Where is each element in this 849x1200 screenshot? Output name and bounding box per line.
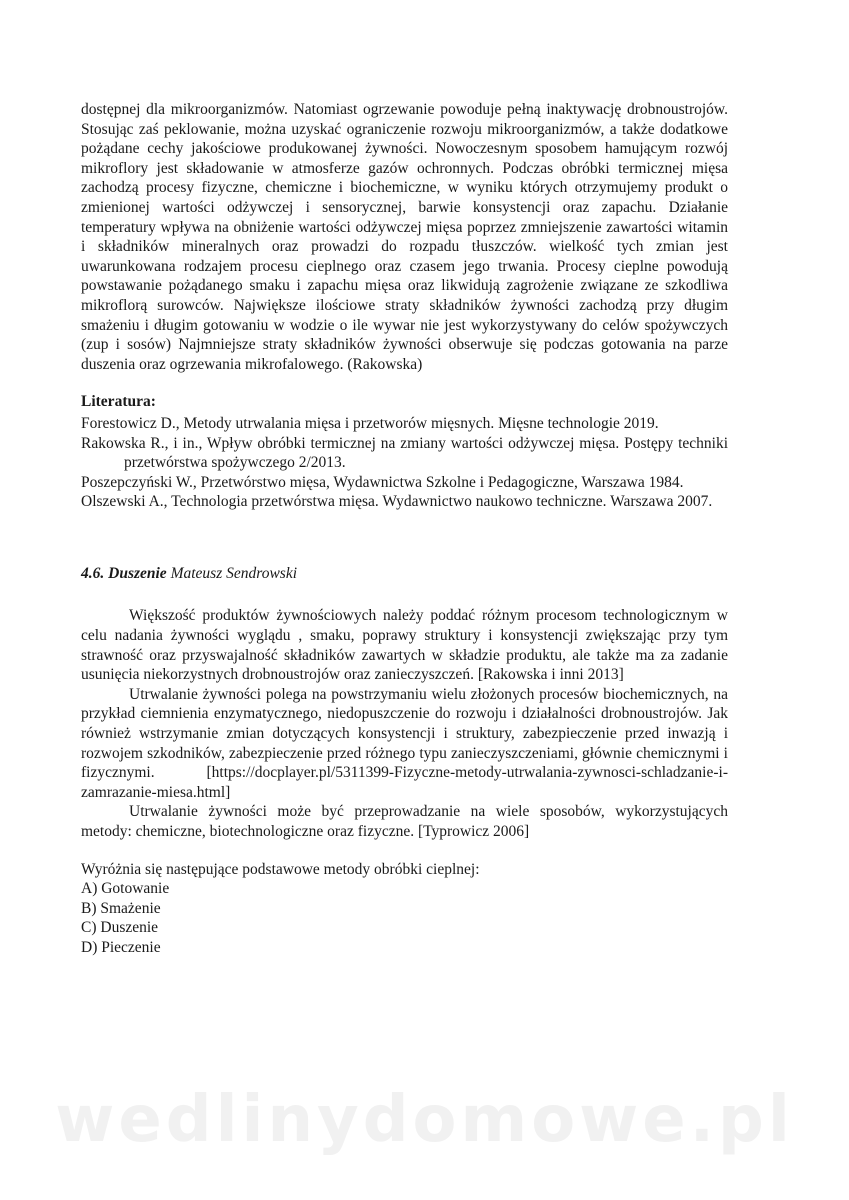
reference-list (81, 414, 728, 512)
section-paragraph: Utrwalanie żywności polega na powstrzymaniu wielu złożonych procesów biochemicznych, na przykład ciemnienia enzymatycznego, niedopuszczenie do rozwoju i działalności drobnoustrojów. Jak również wstrzymanie zmian dotyczących konsystencji i struktury, zabezpieczenie przed inwazją i rozwojem szkodników, zabezpieczenie przed różnego typu zanieczyszczeniami, głównie chemicznymi i fizycznymi. [https://docplayer.pl/5311399-Fizyczne-metody-utrwalania-zywnosci-schladzanie-i-zamrazanie-miesa.html] (81, 685, 728, 801)
section-paragraph: Utrwalanie żywności może być przeprowadzanie na wiele sposobów, wykorzystujących metody: chemiczne, biotechnologiczne oraz fizyczne. [Typrowicz 2006] (81, 803, 728, 840)
watermark: wedlinydomowe.pl (55, 1083, 794, 1157)
reference-item: Olszewski A., Technologia przetwórstwa mięsa. Wydawnictwo naukowo techniczne. Warszawa 2007. (81, 493, 713, 511)
reference-item: Rakowska R., i in., Wpływ obróbki termicznej na zmiany wartości odżywczej mięsa. Postępy techniki przetwórstwa spożywczego 2/2013. (81, 434, 728, 472)
literature-heading: Literatura: (81, 393, 156, 411)
method-item: C) Duszenie (81, 919, 159, 937)
methods-intro: Wyróżnia się następujące podstawowe metody obróbki cieplnej: (81, 860, 480, 878)
methods-list (81, 879, 728, 957)
section-author: Mateusz Sendrowski (170, 564, 298, 582)
reference-item: Poszepczyński W., Przetwórstwo mięsa, Wydawnictwa Szkolne i Pedagogiczne, Warszawa 1984. (81, 473, 684, 491)
body-paragraph: dostępnej dla mikroorganizmów. Natomiast ogrzewanie powoduje pełną inaktywację drobnoustrojów. Stosując zaś peklowanie, można uzyskać ograniczenie rozwoju mikroorganizmów, a także dodatkowe pożądane cechy jakościowe produkowanej żywności. Nowoczesnym sposobem hamującym rozwój mikroflory jest składowanie w atmosferze gazów ochronnych. Podczas obróbki termicznej mięsa zachodzą procesy fizyczne, chemiczne i biochemiczne, w wyniku których otrzymujemy produkt o zmienionej wartości odżywczej i sensorycznej, barwie konsystencji oraz zapachu. Działanie temperatury wpływa na obniżenie wartości odżywczej mięsa poprzez zmniejszenie zawartości witamin i składników mineralnych oraz prowadzi do rozpadu tłuszczów. wielkość tych zmian jest uwarunkowana rodzajem procesu cieplnego oraz czasem jego trwania. Procesy cieplne powodują powstawanie pożądanego smaku i zapachu mięsa oraz likwidują zagrożenie związane ze szkodliwa mikroflorą surowców. Największe ilościowe straty składników żywności zachodzą przy długim smażeniu i długim gotowaniu w wodzie o ile wywar nie jest wykorzystywany do celów spożywczych (zup i sosów) Najmniejsze straty składników żywności obserwuje się podczas gotowania na parze duszenia oraz ogrzewania mikrofalowego. (Rakowska) (81, 101, 728, 373)
method-item: A) Gotowanie (81, 880, 170, 898)
method-item: D) Pieczenie (81, 938, 161, 956)
reference-item: Forestowicz D., Metody utrwalania mięsa i przetworów mięsnych. Mięsne technologie 2019. (81, 414, 659, 432)
section-paragraph: Większość produktów żywnościowych należy poddać różnym procesom technologicznym w celu nadania żywności wyglądu , smaku, poprawy struktury i konsystencji zwiększając przy tym strawność oraz przyswajalność składników zawartych w składzie produktu, ale także ma za zadanie usunięcia niekorzystnych drobnoustrojów oraz zanieczyszczeń. [Rakowska i inni 2013] (81, 607, 728, 684)
section-title (81, 564, 728, 584)
document-page (81, 100, 728, 958)
method-item: B) Smażenie (81, 899, 161, 917)
section-number-title: 4.6. Duszenie (81, 564, 167, 582)
